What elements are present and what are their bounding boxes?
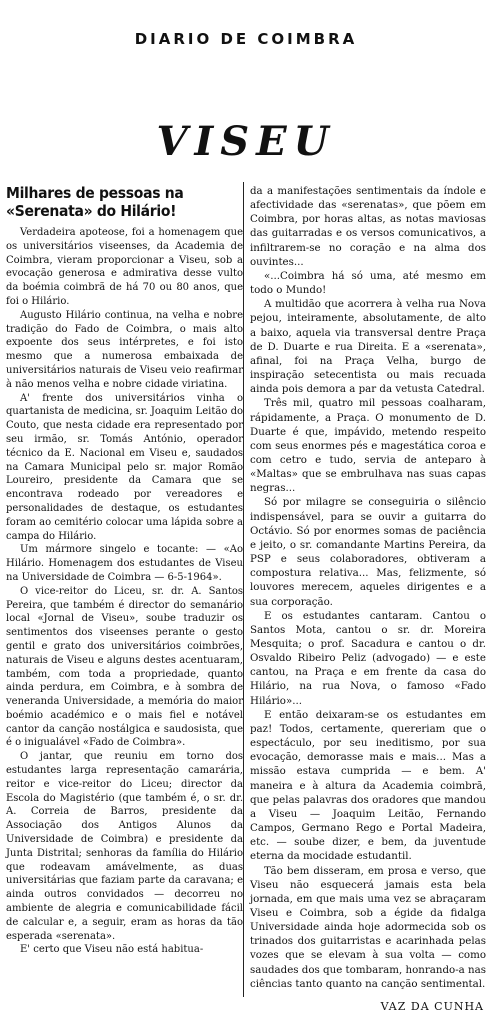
paragraph: Três mil, quatro mil pessoas coalharam, rápidamente, a Praça. O monumento de D. Duarte é que, impávido, metendo respeito com seus enormes pés e magestática coroa e com cetro e tudo, servia de anteparo à «Maltas» que se embrulhava nas suas capas negras... [250,397,486,495]
article-headline: Milhares de pessoas na «Serenata» do Hilário! [6,184,184,220]
paragraph: Verdadeira apoteose, foi a homenagem que os universitários viseenses, da Academia de Coimbra, vieram proporcionar a Viseu, sob a evocação generosa e admirativa desse vulto da boémia coimbrã de há 70 ou 80 anos, que foi o Hilário. [6,227,243,307]
article-column-left [6,184,243,957]
paragraph: da a manifestações sentimentais da índole e afectividade das «serenatas», que põem em Coimbra, por horas altas, as notas maviosas das guitarradas e os versos comunicativos, a infiltrarem-se no coração e na alma dos ouvintes... [250,185,486,268]
author-signature: VAZ DA CUNHA [380,1000,484,1013]
paragraph: Tão bem disseram, em prosa e verso, que Viseu não esquecerá jamais esta bela jornada, em que mais uma vez se abraçaram Viseu e Coimbra, sob a égide da fidalga Universidade ainda hoje adormecida sob os trinados dos guitarristas e acarinhada pelas vozes que se elevam à sua volta — como saudades dos que tombaram, honrando-a nas ciências tanto quanto na canção sentimental. [250,864,486,990]
newspaper-masthead: DIARIO DE COIMBRA [134,30,358,48]
paragraph: Augusto Hilário continua, na velha e nobre tradição do Fado de Coimbra, o mais alto expoente dos seus intérpretes, e foi isto mesmo que a numerosa embaixada de universitários naturais de Viseu veio reafirmar à não menos velha e nobre cidade viriatina. [6,309,243,390]
paragraph: O vice-reitor do Liceu, sr. dr. A. Santos Pereira, que também é director do semanário local «Jornal de Viseu», soube traduzir os sentimentos dos viseenses perante o gesto gentil e grato dos universitários coimbrões, naturais de Viseu e alguns destes acentuaram, também, com toda a propriedade, quanto ainda perdura, em Coimbra, e à sombra de veneranda Universidade, a memória do maior boémio académico e o mais fiel e notável cantor da canção nostálgica e saudosista, que é o inigualável «Fado de Coimbra». [6,585,243,749]
paragraph: E os estudantes cantaram. Cantou o Santos Mota, cantou o sr. dr. Moreira Mesquita; o prof. Sacadura e cantou o dr. Osvaldo Ribeiro Peliz (advogado) — e este cantou, na Praça e em frente da casa do Hilário, na rua Nova, o famoso «Fado Hilário»... [250,609,486,707]
paragraph: A multidão que acorrera à velha rua Nova pejou, inteiramente, absolutamente, de alto a baixo, aquela via transversal dentre Praça de D. Duarte e rua Direita. E a «serenata», afinal, foi na Praça Velha, burgo de inspiração setecentista ou mais recuada ainda pois demora a par da vetusta Catedral. [250,298,486,396]
paragraph: Um mármore singelo e tocante: — «Ao Hilário. Homenagem dos estudantes de Viseu na Universidade de Coimbra — 6-5-1964». [6,544,243,583]
paragraph: O jantar, que reuniu em torno dos estudantes larga representação camarária, reitor e vice-reitor do Liceu; director da Escola do Magistério (que também é, o sr. dr. A. Correia de Barros, presidente da Associação dos Antigos Alunos da Universidade de Coimbra) e presidente da Junta Distrital; senhoras da família do Hilário que rodeavam amávelmente, as duas universitárias que faziam parte da caravana; e ainda outros convidados — decorreu no ambiente de alegria e comunicabilidade fácil de calcular e, a seguir, eram as horas da tão esperada «serenata». [6,751,243,942]
paragraph: Só por milagre se conseguiria o silêncio indispensável, para se ouvir a guitarra do Octávio. Só por enormes somas de paciência e jeito, o sr. comandante Martins Pereira, da PSP e seus colaboradores, obtiveram a compostura relativa... Mas, felizmente, só louvores merecem, aqueles dirigentes e a sua corporação. [250,496,486,608]
paragraph: «...Coimbra há só uma, até mesmo em todo o Mundo! [250,269,486,297]
paragraph: A' frente dos universitários vinha o quartanista de medicina, sr. Joaquim Leitão do Couto, que nesta cidade era representado por seu irmão, sr. Tomás António, operador técnico da E. Nacional em Viseu e, saudados na Camara Municipal pelo sr. major Romão Loureiro, presidente da Camara que se encontrava rodeado por vereadores e personalidades de destaque, os estudantes foram ao cemitério colocar uma lápida sobre a campa do Hilário. [6,392,243,542]
article-column-right [250,184,486,991]
paragraph: E então deixaram-se os estudantes em paz! Todos, certamente, quereriam que o espectáculo, por seu ineditismo, por sua evocação, demorasse mais e mais... Mas a missão estava cumprida — e bem. A' maneira e à altura da Academia coimbrã, que pelas palavras dos oradores que mandou a Viseu — Joaquim Leitão, Fernando Campos, Germano Rego e Portal Madeira, etc. — soube dizer, e bem, da juventude eterna da mocidade estudantil. [250,708,486,863]
paragraph: E' certo que Viseu não está habitua- [20,944,204,956]
column-divider [243,182,244,997]
section-title: VISEU [156,118,336,165]
